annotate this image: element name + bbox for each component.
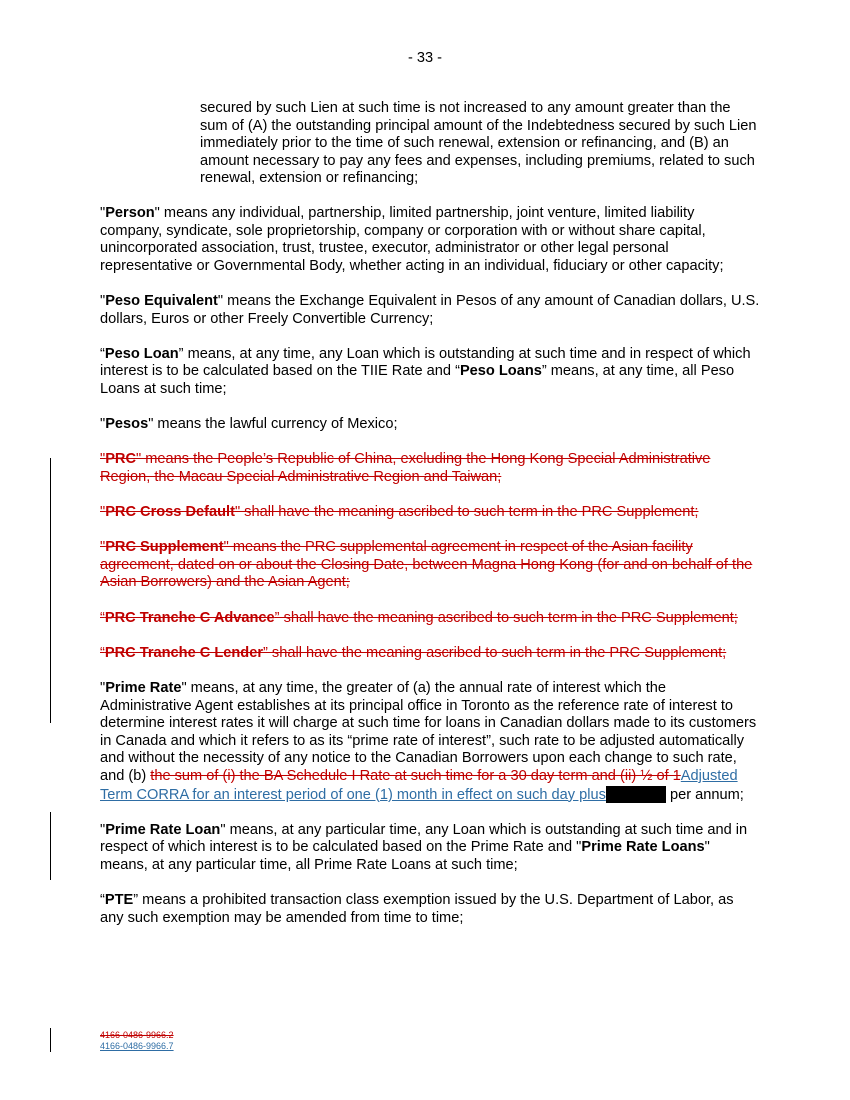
defined-term: Person: [105, 205, 155, 221]
definition-text: " means the People’s Republic of China, excluding the Hong Kong Special Administrative Region, the Macau Special Administrative Region and Taiwan;: [100, 451, 711, 485]
defined-term: PRC Tranche C Advance: [104, 609, 275, 626]
open-quote: ": [100, 292, 106, 309]
defined-term: Peso Loan: [104, 345, 179, 362]
definition-peso-loan: [100, 346, 760, 399]
definition-prime-rate: [100, 680, 760, 804]
defined-term: PRC Cross Default: [105, 504, 235, 521]
open-quote: “: [100, 644, 105, 661]
open-quote: “: [100, 609, 105, 626]
open-quote: ": [100, 205, 106, 221]
definition-text: " shall have the meaning ascribed to such term in the PRC Supplement;: [234, 504, 699, 521]
defined-term: PTE: [104, 892, 134, 909]
definition-text: ” shall have the meaning ascribed to such term in the PRC Supplement;: [274, 609, 738, 626]
deleted-definition-prc-tranche-c-advance: [100, 610, 760, 628]
definition-text-end: " means, at any particular time, all Prime Rate Loans at such time;: [100, 839, 710, 873]
definitions-list: [100, 205, 760, 945]
definition-person: [100, 205, 760, 275]
footer-old-doc-id: 4166-0486-9966.2: [100, 1030, 174, 1040]
footer-doc-ids: [100, 1030, 174, 1051]
redaction-box: [606, 786, 666, 803]
continuation-paragraph: secured by such Lien at such time is not increased to any amount greater than the sum of (A) the outstanding principal amount of the Indebtedness secured by such Lien immediately prior to the time of such renewal, extension or refinancing, and (B) an amount necessary to pay any fees and expenses, including premiums, related to such renewal, extension or refinancing;: [200, 100, 757, 187]
definition-text: " means, at any time, the greater of (a) the annual rate of interest which the Administrative Agent establishes at its principal office in Toronto as the reference rate of interest to determine interest rates it will charge at such time for loans in Canadian dollars made to its customers in Canada and which it refers to as its “prime rate of interest”, such rate to be adjusted automatically and without the necessity of any notice to the Canadian Borrowers upon each change to such rate, and (b): [100, 680, 757, 784]
defined-term-plural: Peso Loans: [459, 363, 542, 380]
definition-pte: [100, 892, 760, 927]
change-bar-prime-rate: [50, 812, 51, 880]
definition-peso-equivalent: [100, 293, 760, 328]
defined-term: Pesos: [105, 416, 149, 433]
defined-term-plural: Prime Rate Loans: [581, 839, 705, 856]
definition-text: " means the Exchange Equivalent in Pesos of any amount of Canadian dollars, U.S. dollars, Euros or other Freely Convertible Currency;: [100, 292, 760, 327]
defined-term: PRC Tranche C Lender: [104, 644, 264, 661]
deleted-text: the sum of (i) the BA Schedule I Rate at such time for a 30 day term and (ii) ½ of 1: [150, 768, 681, 784]
definition-text-end: per annum;: [665, 786, 744, 803]
definition-prime-rate-loan: [100, 822, 760, 875]
open-quote: ": [100, 416, 106, 433]
definition-text-end: ” means, at any time, all Peso Loans at such time;: [100, 363, 735, 397]
open-quote: ": [100, 504, 106, 521]
open-quote: ": [100, 451, 106, 468]
open-quote: ": [100, 821, 106, 838]
page-number: - 33 -: [407, 50, 443, 66]
open-quote: “: [100, 892, 105, 909]
definition-text: " means any individual, partnership, limited partnership, joint venture, limited liability company, syndicate, sole proprietorship, company or corporation with or without share capital, unincorporated association, trust, trustee, executor, administrator or other legal personal representative or Governmental Body, whether acting in an individual, fiduciary or other capacity;: [100, 205, 724, 274]
change-bar-footer: [50, 1028, 51, 1052]
deleted-definition-prc-tranche-c-lender: [100, 645, 760, 663]
deleted-definition-prc: [100, 451, 760, 486]
defined-term: Peso Equivalent: [105, 292, 218, 309]
definition-text: ” means a prohibited transaction class exemption issued by the U.S. Department of Labor, as any such exemption may be amended from time to time;: [100, 892, 734, 926]
inserted-text: Adjusted Term CORRA for an interest period of one (1) month in effect on such day plus: [100, 768, 738, 803]
defined-term: Prime Rate: [105, 680, 182, 697]
defined-term: PRC: [105, 451, 136, 468]
deleted-definition-prc-cross-default: [100, 504, 760, 522]
definition-text: " means, at any particular time, any Loan which is outstanding at such time and in respect of which interest is to be calculated based on the Prime Rate and ": [100, 821, 748, 856]
defined-term: PRC Supplement: [105, 539, 224, 556]
definition-pesos: [100, 416, 760, 434]
definition-text: " means the lawful currency of Mexico;: [148, 416, 398, 433]
definition-text: ” means, at any time, any Loan which is outstanding at such time and in respect of which interest is to be calculated based on the TIIE Rate and “: [100, 345, 751, 380]
definition-text: " means the PRC supplemental agreement in respect of the Asian facility agreement, dated on or about the Closing Date, between Magna Hong Kong (for and on behalf of the Asian Borrowers) and the Asian Agent;: [100, 539, 753, 591]
deleted-definition-prc-supplement: [100, 539, 760, 592]
open-quote: ": [100, 680, 106, 697]
open-quote: ": [100, 539, 106, 556]
defined-term: Prime Rate Loan: [105, 821, 221, 838]
open-quote: “: [100, 345, 105, 362]
definition-text: ” shall have the meaning ascribed to such term in the PRC Supplement;: [263, 644, 727, 661]
footer-new-doc-id: 4166-0486-9966.7: [100, 1040, 174, 1051]
change-bar-deletions: [50, 458, 51, 723]
